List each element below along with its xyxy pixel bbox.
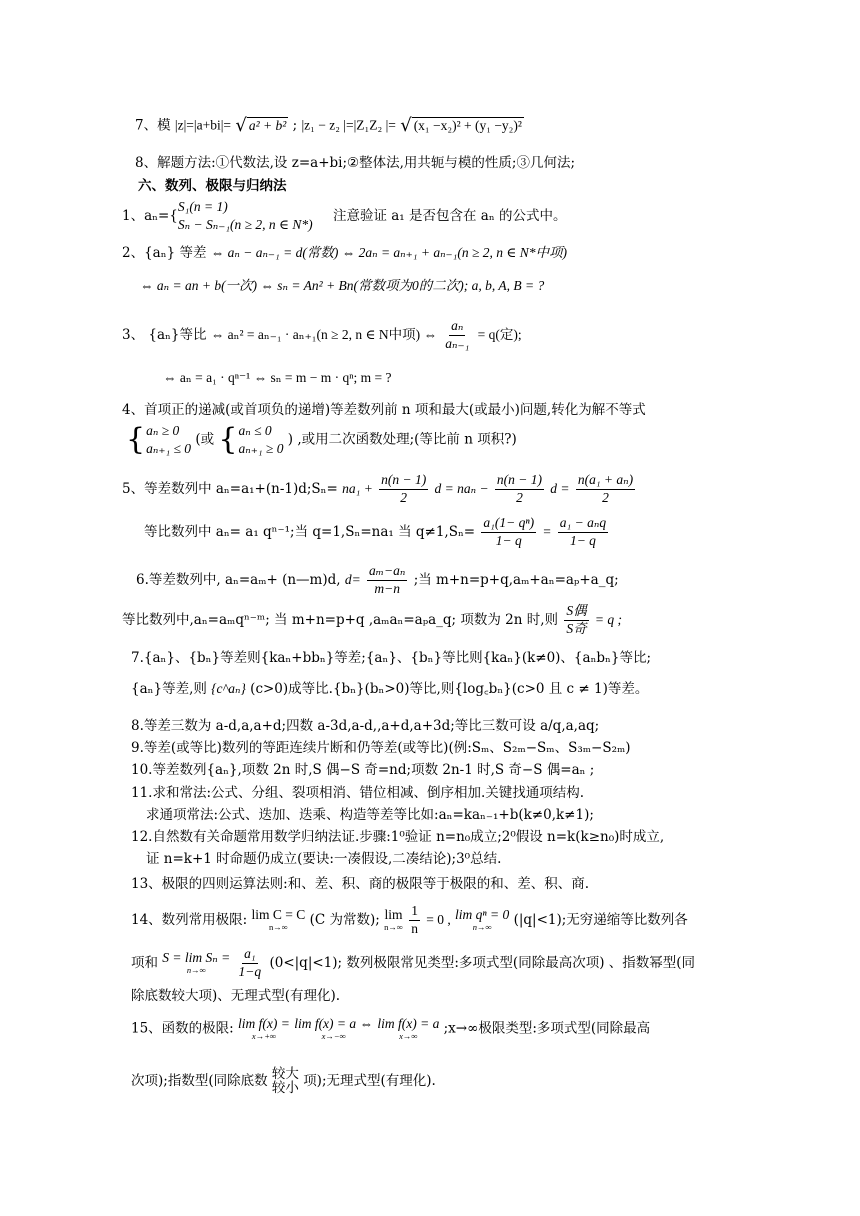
item5b-frac-2: [558, 515, 608, 550]
item-13: 13、极限的四则运算法则:和、差、积、商的极限等于极限的和、差、积、商.: [131, 876, 590, 892]
item1-prefix: 1、aₙ={: [122, 207, 178, 224]
item5-frac-1: [379, 472, 428, 507]
item-15-line-2: [131, 1068, 436, 1095]
item14-lim3-sub: n→∞: [472, 922, 492, 933]
item-1: [122, 198, 566, 234]
item-7: 7.{aₙ}、{bₙ}等差则{kaₙ+bbₙ}等差;{aₙ}、{bₙ}等比则{kaₙ}(k≠0)、{aₙbₙ}等比;: [131, 650, 652, 666]
item14-lim2-main: lim: [384, 907, 403, 923]
item15-prefix: 15、函数的极限:: [131, 1020, 234, 1037]
item15-lim2-sub: x→−∞: [321, 1030, 346, 1041]
item15-lim1-main: lim f(x) =: [238, 1016, 290, 1031]
item14b-lim: [162, 951, 230, 975]
item5b-frac-1: [481, 515, 536, 550]
item-4: 4、首项正的递减(或首项负的递增)等差数列前 n 项和最大(或最小)问题,转化为解不等式: [122, 402, 646, 418]
item2-formula: ⇔ aₙ − aₙ₋₁ = d(常数) ⇔ 2aₙ = aₙ₊₁ + aₙ₋₁(n ≥ 2, n ∈ N*中项): [210, 245, 568, 260]
item-3: [122, 318, 522, 353]
item15-lim-2: [294, 1017, 373, 1041]
l7-formula2: |z₁ − z₂ |=|Z₁Z₂ |=: [301, 117, 396, 133]
item3-frac-num: aₙ: [449, 318, 465, 336]
item-14-line-2: [131, 946, 695, 981]
item14b-text: (0<|q|<1); 数列极限常见类型:多项式型(同除最高次项) 、指数幂型(同: [269, 954, 696, 971]
item14-prefix: 14、数列常用极限:: [131, 911, 248, 928]
item3-formula: ⇔ aₙ² = aₙ₋₁ · aₙ₊₁(n ≥ 2, n ∈ N中项) ⇔: [210, 326, 437, 342]
item-6-line-2: [122, 603, 622, 638]
item-14-line-3: 除底数较大项)、无理式型(有理化).: [131, 988, 341, 1004]
item5-f2-num: n(n − 1): [495, 472, 544, 490]
item15-lim1-sub: x→+∞: [251, 1030, 276, 1041]
item15-lim3-sub: x→∞: [399, 1030, 418, 1041]
item6b-frac-den: S奇: [566, 620, 587, 636]
item-5: [122, 472, 637, 507]
item14b-frac-den: 1−q: [238, 963, 262, 979]
item14-lim2-sub: n→∞: [384, 922, 403, 933]
item-7-line-2: [131, 681, 648, 698]
item-5-line-2: [144, 515, 610, 550]
item5b-f1-num: a₁(1− qⁿ): [481, 515, 536, 533]
item4-c3: aₙ ≤ 0: [238, 423, 272, 438]
item14-lim1-main: lim C = C: [251, 907, 306, 923]
item-12-line-2: 证 n=k+1 时命题仍成立(要诀:一凑假设,二凑结论);3⁰总结.: [146, 851, 502, 867]
item15-lim-3: [377, 1017, 439, 1041]
item5-f1-den: 2: [400, 489, 408, 505]
item14-frac-num: 1: [409, 903, 420, 921]
item5-frac-2: [495, 472, 544, 507]
item4-c2: aₙ₊₁ ≤ 0: [146, 441, 192, 457]
item14b-frac: [237, 946, 264, 981]
item-14: [131, 903, 688, 938]
item14-lim1-sub: n→∞: [269, 922, 288, 933]
item6b-tail: = q ;: [594, 611, 623, 627]
item1-piecewise: [122, 198, 313, 234]
item4-c4: aₙ₊₁ ≥ 0: [238, 441, 284, 457]
item4-c1: aₙ ≥ 0: [146, 423, 180, 438]
item6-prefix: 6.等差数列中, aₙ=aₘ+ (n—m)d,: [136, 571, 341, 588]
item15b-2: 项);无理式型(有理化).: [303, 1073, 436, 1089]
item5-f3-den: 2: [602, 489, 609, 505]
item14-t1: (C 为常数);: [309, 911, 380, 928]
item14b-frac-num: a₁: [242, 946, 257, 964]
item5-frac-3: [576, 472, 635, 507]
item14-frac-den: n: [411, 920, 418, 936]
l7-formula: |z|=|a+bi|=: [174, 117, 232, 133]
item14-lim-3: [455, 908, 509, 932]
item1-note: 注意验证 a₁ 是否包含在 aₙ 的公式中。: [332, 207, 567, 224]
item14-frac: [409, 903, 420, 938]
item6b-frac: [564, 603, 588, 638]
item14b-lim-main: S = lim Sₙ =: [162, 950, 231, 966]
item5-f3-num: n(a₁ + aₙ): [576, 472, 635, 490]
item15b-1: 次项);指数型(同除底数: [131, 1073, 268, 1089]
item-2-line-2: ⇔ aₙ = an + b(一次) ⇔ sₙ = An² + Bn(常数项为0的二次); a, b, A, B = ?: [140, 278, 545, 293]
item1-case-1: S₁(n = 1): [177, 199, 228, 214]
item-10: 10.等差数列{aₙ},项数 2n 时,S 偶−S 奇=nd;项数 2n-1 时,S 奇−S 偶=aₙ ;: [131, 762, 595, 778]
item5b-f1-den: 1− q: [495, 532, 522, 548]
item1-cases: [178, 198, 313, 234]
item5-f1-num: n(n − 1): [379, 472, 428, 490]
item-4-system: [126, 422, 517, 458]
item15-lim3-main: lim f(x) = a: [377, 1016, 440, 1031]
item3-frac-den: aₙ₋₁: [445, 335, 470, 351]
item14-lim-1: [252, 908, 306, 932]
item6-frac-num: aₘ−aₙ: [367, 563, 407, 581]
item1-case-2: Sₙ − Sₙ₋₁(n ≥ 2, n ∈ N*): [177, 217, 313, 233]
l7-sqrt-2: √ (x₁ −x₂)² + (y₁ −y₂)²: [400, 115, 522, 136]
item2-prefix: 2、{aₙ} 等差: [122, 245, 207, 261]
item6b-prefix: 等比数列中,aₙ=aₘqⁿ⁻ᵐ; 当 m+n=p+q ,aₘaₙ=aₚa_q; 项数为 2n 时,则: [122, 611, 559, 628]
l7-sep: ;: [292, 117, 298, 134]
item-2: [122, 245, 567, 262]
line-7: [135, 117, 524, 135]
item-12: 12.自然数有关命题常用数学归纳法证.步骤:1⁰验证 n=n₀成立;2⁰假设 n=k(k≥n₀)时成立,: [131, 829, 665, 845]
item5-f2-den: 2: [516, 489, 523, 505]
item6b-frac-num: S偶: [564, 603, 588, 621]
item6-frac-den: m−n: [374, 580, 401, 596]
l7-sqrt2-arg: (x₁ −x₂)² + (y₁ −y₂)²: [413, 118, 522, 133]
item5-prefix: 5、等差数列中 aₙ=a₁+(n-1)d;Sₙ=: [122, 480, 338, 497]
item3-prefix: 3、 {aₙ}等比: [122, 326, 207, 343]
item15-lim-1: [238, 1017, 290, 1041]
item14-lim3-main: lim qⁿ = 0: [455, 907, 510, 923]
item15b-small: 较小: [271, 1079, 299, 1096]
item7b-1: {aₙ}等差,则: [131, 681, 207, 697]
item15b-big: 较大: [271, 1066, 299, 1082]
item14b-prefix: 项和: [131, 954, 158, 971]
item15b-stack: [272, 1068, 299, 1095]
item5-mid2: d =: [550, 480, 570, 496]
item5-na1: na₁ +: [342, 480, 373, 496]
item5b-f2-num: a₁ − aₙq: [558, 515, 608, 533]
item-11-line-2: 求通项常法:公式、迭加、迭乘、构造等差等比如:aₙ=kaₙ₋₁+b(k≠0,k≠1);: [146, 807, 594, 823]
item5b-f2-den: 1− q: [569, 532, 596, 548]
item4-case-right: { aₙ ≤ 0 aₙ₊₁ ≥ 0: [218, 422, 284, 458]
item7b-2: {c^aₙ}: [211, 681, 246, 696]
item15-lim2-main: lim f(x) = a ⇔: [294, 1016, 374, 1031]
item-9: 9.等差(或等比)数列的等距连续片断和仍等差(或等比)(例:Sₘ、S₂ₘ−Sₘ、S₃ₘ−S₂ₘ): [131, 740, 631, 756]
item14-eq0: = 0 ,: [426, 911, 451, 927]
item-15: [131, 1017, 650, 1041]
item7b-3: (c>0)成等比.{bₙ}(bₙ>0)等比,则{log꜀bₙ}(c>0 且 c ≠ 1)等差。: [250, 681, 649, 697]
item6-frac: [367, 563, 407, 598]
item14-t2: (|q|<1);无穷递缩等比数列各: [513, 911, 688, 928]
l7-sqrt1-arg: a² + b²: [248, 118, 287, 133]
item4-tail: ) ,或用二次函数处理;(等比前 n 项积?): [287, 431, 517, 448]
item14b-lim-sub: n→∞: [186, 965, 206, 976]
item15-text: ;x→∞极限类型:多项式型(同除最高: [443, 1020, 651, 1037]
section-title: 六、数列、极限与归纳法: [138, 178, 287, 194]
line-8: 8、解题方法:①代数法,设 z=a+bi;②整体法,用共轭与模的性质;③几何法;: [135, 155, 576, 171]
item-6: [136, 563, 619, 598]
l7-text: 7、模: [135, 117, 171, 134]
item5b-prefix: 等比数列中 aₙ= a₁ qⁿ⁻¹;当 q=1,Sₙ=na₁ 当 q≠1,Sₙ=: [144, 523, 476, 540]
item-3-line-2: ⇔ aₙ = a₁ · qⁿ⁻¹ ⇔ sₙ = m − m · qⁿ; m = ?: [163, 370, 392, 385]
item3-tail: = q(定);: [477, 326, 522, 342]
item3-frac: [443, 318, 471, 353]
l7-sqrt-1: √ a² + b²: [235, 115, 287, 136]
item14-lim-2: [384, 908, 403, 932]
item-8: 8.等差三数为 a-d,a,a+d;四数 a-3d,a-d,,a+d,a+3d;等比三数可设 a/q,a,aq;: [131, 718, 600, 734]
item6-tail: ;当 m+n=p+q,aₘ+aₙ=aₚ+a_q;: [413, 571, 619, 588]
item-11: 11.求和常法:公式、分组、裂项相消、错位相减、倒序相加.关键找通项结构.: [131, 785, 585, 801]
item5b-eq: =: [542, 523, 552, 539]
item4-case-left: { aₙ ≥ 0 aₙ₊₁ ≤ 0: [126, 422, 192, 458]
item6-d: d=: [344, 571, 361, 587]
item4-or: (或: [195, 431, 215, 448]
item5-mid: d = naₙ −: [434, 480, 489, 496]
